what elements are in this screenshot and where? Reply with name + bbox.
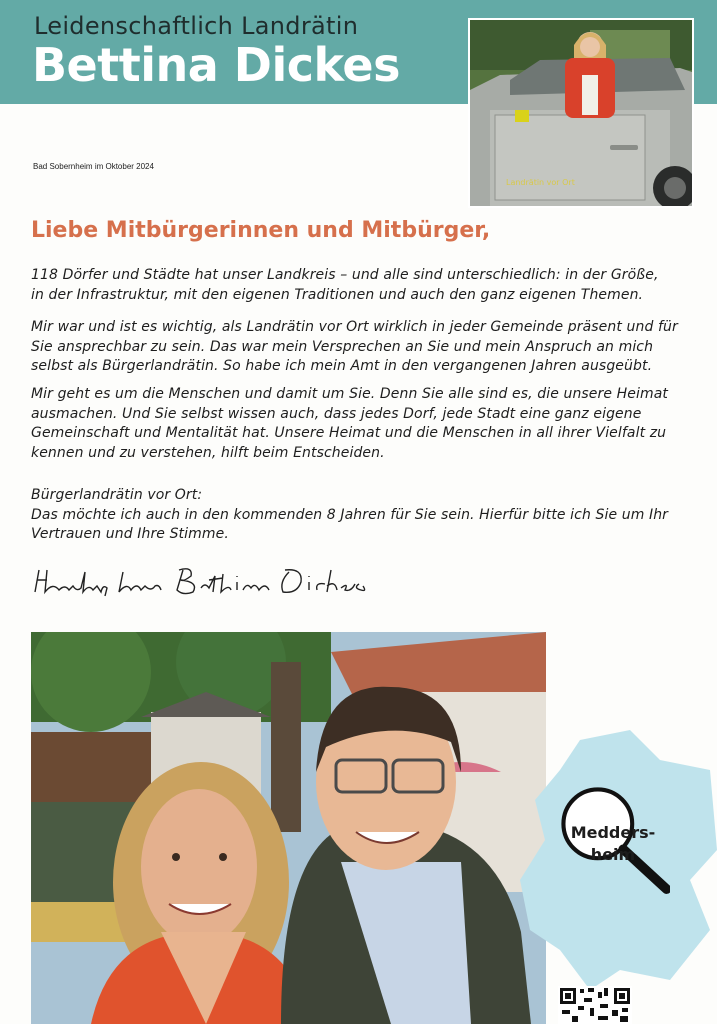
candidate-name: Bettina Dickes — [32, 38, 400, 92]
dateline: Bad Sobernheim im Oktober 2024 — [33, 162, 154, 171]
paragraph-2 — [31, 318, 681, 377]
paragraph-line: selbst als Bürgerlandrätin. So habe ich mein Amt in den vergangenen Jahren ausgeübt. — [31, 358, 653, 374]
paragraph-line: kennen und zu verstehen, hilft beim Entscheiden. — [31, 444, 385, 461]
paragraph-3 — [31, 385, 681, 463]
place-label — [568, 822, 658, 866]
paragraph-1 — [31, 266, 681, 305]
paragraph-line: Mir war und ist es wichtig, als Landrätin vor Ort wirklich in jeder Gemeinde präsent und für — [31, 319, 678, 335]
place-label-line: Medders- — [570, 823, 656, 842]
paragraph-4 — [31, 486, 681, 545]
salutation: Liebe Mitbürgerinnen und Mitbürger, — [31, 218, 491, 243]
header-kicker: Leidenschaftlich Landrätin — [34, 12, 359, 40]
paragraph-line: Bürgerlandrätin vor Ort: — [31, 487, 203, 503]
qr-code-icon[interactable] — [558, 986, 632, 1024]
paragraph-line: ausmachen. Und Sie selbst wissen auch, dass jedes Dorf, jede Stadt eine ganz eigene — [31, 405, 642, 422]
photo-illustration — [31, 632, 546, 1024]
car-lettering: Landrätin vor Ort — [506, 178, 575, 187]
paragraph-line: in der Infrastruktur, mit den eigenen Traditionen und auch den ganz eigenen Themen. — [31, 286, 644, 303]
header-photo — [468, 18, 694, 208]
place-label-line: heim — [590, 845, 636, 864]
paragraph-line: 118 Dörfer und Städte hat unser Landkreis – und alle sind unterschiedlich: in der Größe, — [31, 267, 659, 283]
paragraph-line: Mir geht es um die Menschen und damit um Sie. Denn Sie alle sind es, die unsere Heimat — [31, 386, 668, 402]
paragraph-line: Vertrauen und Ihre Stimme. — [31, 526, 229, 542]
handwritten-signature — [33, 562, 373, 607]
selfie-photo — [31, 632, 546, 1024]
paragraph-line: Gemeinschaft und Mentalität hat. Unsere Heimat und die Menschen in all ihrer Vielfalt zu — [31, 425, 667, 441]
signature-scribble — [33, 562, 373, 602]
paragraph-line: Das möchte ich auch in den kommenden 8 Jahren für Sie sein. Hierfür bitte ich Sie um Ihr — [31, 506, 669, 523]
car-photo-illustration — [470, 20, 692, 206]
paragraph-line: Sie ansprechbar zu sein. Das war mein Versprechen an Sie und mein Anspruch an mich — [31, 338, 654, 355]
